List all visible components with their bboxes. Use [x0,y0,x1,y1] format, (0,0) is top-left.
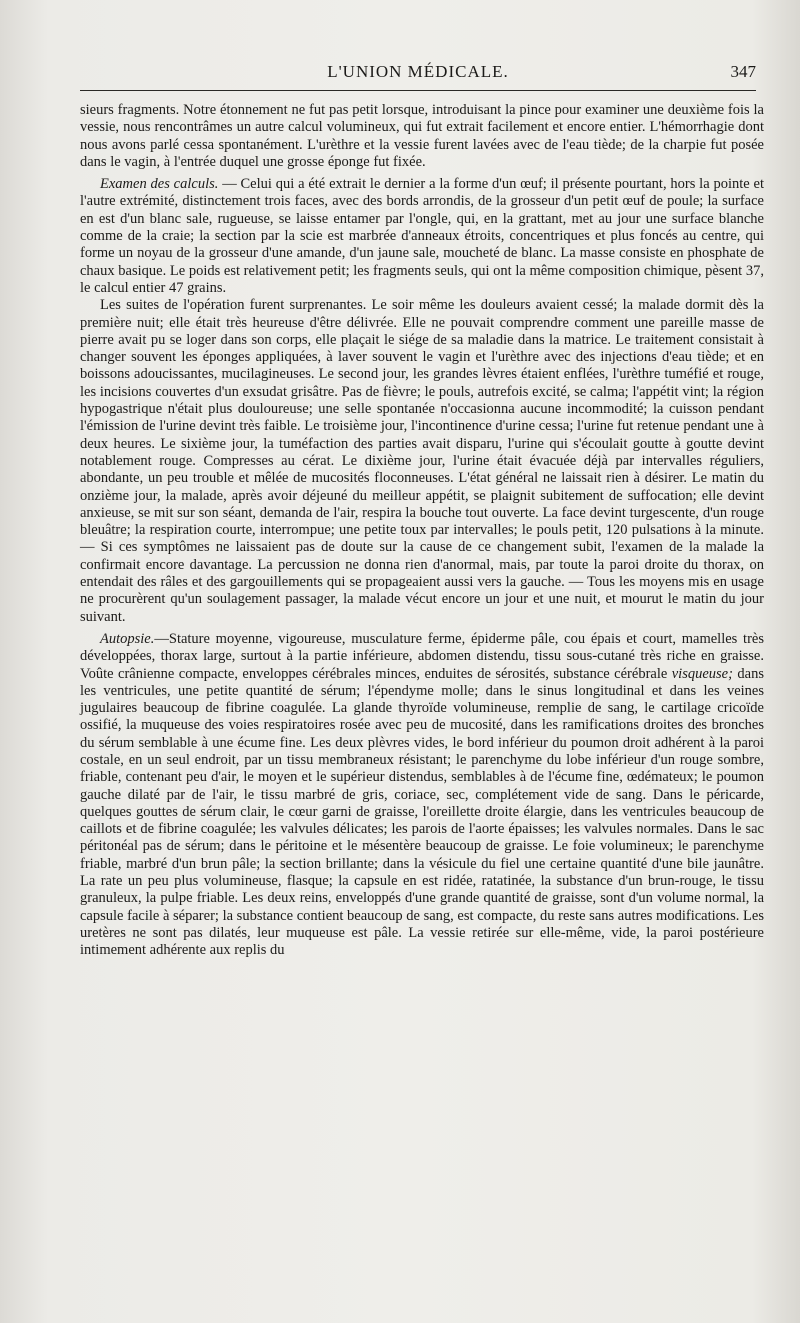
paragraph-text: — Celui qui a été extrait le dernier a la forme d'un œuf; il présente pourtant, hors la pointe et l'autre extrémité, distinctement trois faces, avec des bords arrondis, de la grosseur d'un petit œuf de poule; la surface en est d'un blanc sale, rugueuse, se laisse entamer par l'ongle, qui, en la grattant, met au jour une surface blanche comme de la craie; la section par la scie est marbrée d'anneaux étroits, concentriques et plus foncés au centre, qui forme un noyau de la grosseur d'une amande, d'un jaune sale, moucheté de blanc. La masse consiste en phosphate de chaux basique. Le poids est relativement petit; les fragments seuls, qui ont la même composition chimique, pèsent 37, le calcul entier 47 grains. [80,176,764,296]
paragraph-autopsie [80,631,764,960]
paragraph-text: —Stature moyenne, vigoureuse, musculature ferme, épiderme pâle, cou épais et court, mamelles très développées, thorax large, surtout à la partie inférieure, abdomen distendu, tissu sous-cutané très riche en graisse. Voûte crânienne compacte, enveloppes cérébrales minces, enduites de sérosités, substance cérébrale [80,630,764,682]
paragraph-suites-operation: Les suites de l'opération furent surprenantes. Le soir même les douleurs avaient cessé; la malade dormit dès la première nuit; elle était très heureuse d'être délivrée. Elle ne pouvait comprendre comment une pareille masse de pierre avait pu se loger dans son corps, elle plaçait le siége de sa maladie dans la matrice. Le traitement consistait à changer souvent les éponges appliquées, à laver souvent le vagin et l'urèthre avec des injections d'eau tiède; et en boissons adoucissantes, mucilagineuses. Le second jour, les grandes lèvres étaient enflées, l'urèthre tuméfié et rouge, les incisions couvertes d'un exsudat grisâtre. Pas de fièvre; le pouls, autrefois excité, se calma; l'appétit vint; la région hypogastrique n'était plus douloureuse; une selle spontanée n'occasionna aucune incommodité; la cuisson pendant l'émission de l'urine devint très faible. Le troisième jour, l'incontinence d'urine cessa; l'urine fut retenue pendant une à deux heures. Le sixième jour, la tuméfaction des parties avait disparu, l'urine qui s'écoulait goutte à goutte devint notablement rouge. Compresses au cérat. Le dixième jour, l'urine était évacuée déjà par intervalles réguliers, abondante, un peu trouble et mêlée de mucosités floconneuses. L'état général ne laissait rien à désirer. Le matin du onzième jour, la malade, après avoir déjeuné du meilleur appétit, se plaignit subitement de suffocation; elle devint anxieuse, se mit sur son séant, demanda de l'air, respira la bouche tout ouverte. La face devint turgescente, d'un rouge bleuâtre; la respiration courte, interrompue; une petite toux par intervalles; le pouls petit, 120 pulsations à la minute. — Si ces symptômes ne laissaient pas de doute sur la cause de ce changement subit, l'examen de la malade la confirmait encore davantage. La percussion ne donna rien d'anormal, mais, par toute la paroi droite du thorax, on entendait des râles et des gargouillements qui se propageaient aussi vers la gauche. — Tous les moyens mis en usage ne procurèrent qu'un soulagement passager, la malade vécut encore un jour et une nuit, et mourut le matin du jour suivant. [80,297,764,625]
page-number: 347 [730,62,756,81]
paragraph-examen-calculs [80,176,764,297]
section-heading-examen: Examen des calculs. [100,176,219,193]
article-body [80,102,764,960]
section-heading-autopsie: Autopsie. [100,630,155,647]
paragraph-continuation: sieurs fragments. Notre étonnement ne fut pas petit lorsque, introduisant la pince pour examiner une deuxième fois la vessie, nous rencontrâmes un autre calcul volumineux, qui fut extrait facilement et encore entier. L'hémorrhagie dont nous avons parlé cessa spontanément. L'urèthre et la vessie furent lavées avec de l'eau tiède; de la charpie fut posée dans le vagin, à l'entrée duquel une grosse éponge fut fixée. [80,102,764,170]
page-header [80,58,756,88]
running-title: L'UNION MÉDICALE. [327,62,509,81]
paragraph-text: dans les ventricules, une petite quantité de sérum; l'épendyme molle; dans le sinus longitudinal et dans les veines jugulaires beaucoup de fibrine coagulée. La glande thyroïde volumineuse, remplie de sang, le cartilage cricoïde ossifié, la muqueuse des voies respiratoires rosée avec peu de mucosité, dans les ramifications droites des bronches du sérum semblable à une écume fine. Les deux plèvres vides, le bord inférieur du poumon droit adhérent à la paroi costale, en un seul endroit, par un tissu membraneux résistant; le parenchyme du lobe inférieur d'un rouge sombre, friable, contenant peu d'air, le moyen et le supérieur distendus, semblables à de l'écume fine, œdémateux; le poumon gauche dilaté par de l'air, le tissu marbré de gris, coriace, sec, complétement vide de sang. Dans le péricarde, quelques gouttes de sérum clair, le cœur garni de graisse, l'oreillette droite élargie, dans les ventricules beaucoup de caillots et de fibrine coagulée; les valvules délicates; les parois de l'aorte épaisses; les valvules normales. Dans le sac péritonéal pas de sérum; dans le péritoine et le mésentère beaucoup de graisse. Le foie volumineux; le parenchyme friable, marbré d'un brun pâle; la section brillante; dans la vésicule du fiel une certaine quantité d'une bile jaunâtre. La rate un peu plus volumineuse, flasque; la capsule en est ridée, ratatinée, la substance d'un brun-rouge, le tissu granuleux, la pulpe friable. Les deux reins, enveloppés d'une grande quantité de graisse, sont d'un volume normal, la capsule facile à séparer; la substance contient beaucoup de sang, est compacte, du reste sans autres modifications. Les uretères ne sont pas dilatés, leur muqueuse est pâle. La vessie retirée sur elle-même, vide, la paroi postérieure intimement adhérente aux replis du [80,665,764,959]
emphasis-text: visqueuse; [671,665,733,682]
header-rule [80,90,756,91]
